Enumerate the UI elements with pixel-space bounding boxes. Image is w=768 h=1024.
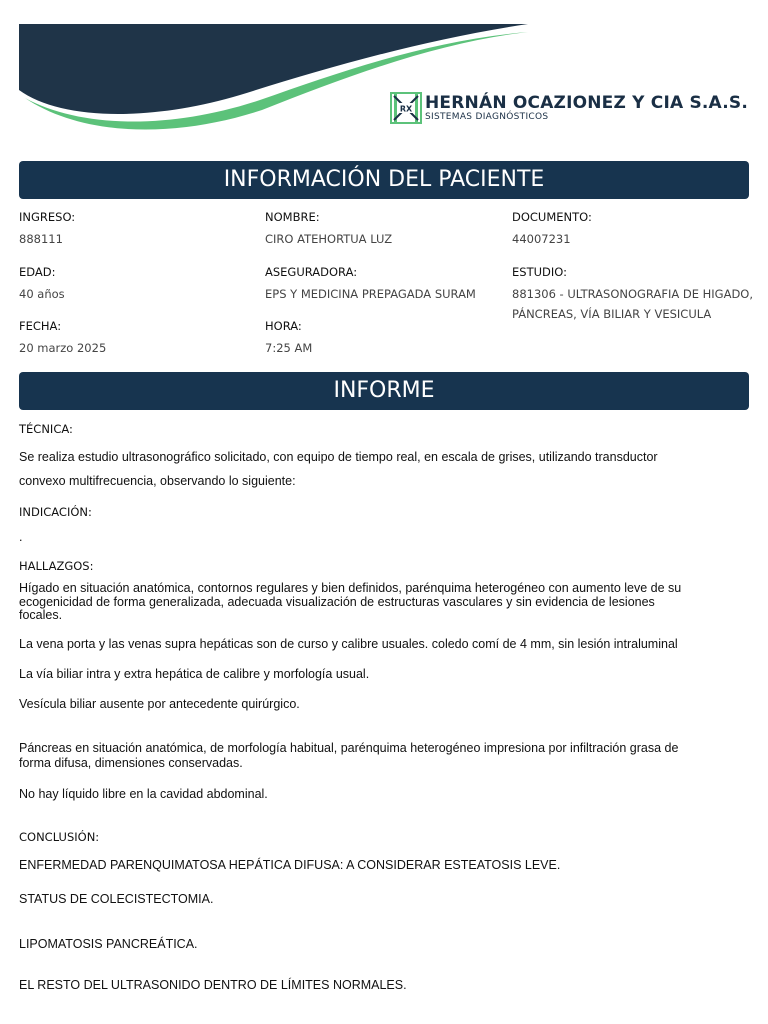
conclusion-3: LIPOMATOSIS PANCREÁTICA. xyxy=(19,937,198,951)
rx-logo-icon xyxy=(390,92,422,124)
conclusion-2: STATUS DE COLECISTECTOMIA. xyxy=(19,892,214,906)
company-logo xyxy=(390,92,748,124)
hora-label: HORA: xyxy=(265,319,302,333)
fecha-value: 20 marzo 2025 xyxy=(19,341,107,355)
hora-value: 7:25 AM xyxy=(265,341,313,355)
hallazgos-label: HALLAZGOS: xyxy=(19,559,94,573)
nombre-value: CIRO ATEHORTUA LUZ xyxy=(265,232,393,246)
edad-label: EDAD: xyxy=(19,265,56,279)
hallazgo-higado-line2: ecogenicidad de forma generalizada, adecuada visualización de estructuras vasculares y sin evidencia de lesiones xyxy=(19,595,655,609)
field-hora xyxy=(265,319,312,358)
nombre-label: NOMBRE: xyxy=(265,210,320,224)
tecnica-line1: Se realiza estudio ultrasonográfico solicitado, con equipo de tiempo real, en escala de grises, utilizando transductor xyxy=(19,450,658,464)
tecnica-label: TÉCNICA: xyxy=(19,422,73,436)
aseguradora-label: ASEGURADORA: xyxy=(265,265,358,279)
field-edad xyxy=(19,265,65,304)
hallazgo-liquido: No hay líquido libre en la cavidad abdominal. xyxy=(19,787,268,801)
patient-info-title: INFORMACIÓN DEL PACIENTE xyxy=(19,161,749,199)
logo-mark-text: RX xyxy=(399,104,413,114)
estudio-value-line2: PÁNCREAS, VÍA BILIAR Y VESICULA xyxy=(512,307,712,321)
company-name: HERNÁN OCAZIONEZ Y CIA S.A.S. xyxy=(425,93,748,113)
company-tagline: SISTEMAS DIAGNÓSTICOS xyxy=(425,112,549,122)
field-aseguradora xyxy=(265,265,476,304)
indicacion-label: INDICACIÓN: xyxy=(19,505,92,519)
tecnica-line2: convexo multifrecuencia, observando lo siguiente: xyxy=(19,474,296,488)
ingreso-value: 888111 xyxy=(19,232,63,246)
hallazgo-vesicula: Vesícula biliar ausente por antecedente quirúrgico. xyxy=(19,697,300,711)
hallazgo-vena-porta: La vena porta y las venas supra hepáticas son de curso y calibre usuales. coledo comí de 4 mm, sin lesión intraluminal xyxy=(19,637,678,651)
field-nombre xyxy=(265,210,392,249)
estudio-value-line1: 881306 - ULTRASONOGRAFIA DE HIGADO, xyxy=(512,287,754,301)
conclusion-1: ENFERMEDAD PARENQUIMATOSA HEPÁTICA DIFUSA: A CONSIDERAR ESTEATOSIS LEVE. xyxy=(19,858,561,872)
hallazgo-pancreas-line1: Páncreas en situación anatómica, de morfología habitual, parénquima heterogéneo impresiona por infiltración grasa de xyxy=(19,741,679,755)
aseguradora-value: EPS Y MEDICINA PREPAGADA SURAM xyxy=(265,287,476,301)
conclusion-label: CONCLUSIÓN: xyxy=(19,830,100,844)
fecha-label: FECHA: xyxy=(19,319,62,333)
field-documento xyxy=(512,210,592,249)
field-ingreso xyxy=(19,210,75,249)
conclusion-4: EL RESTO DEL ULTRASONIDO DENTRO DE LÍMITES NORMALES. xyxy=(19,978,407,992)
edad-value: 40 años xyxy=(19,287,65,301)
hallazgo-pancreas-line2: forma difusa, dimensiones conservadas. xyxy=(19,756,243,770)
hallazgo-via-biliar: La vía biliar intra y extra hepática de calibre y morfología usual. xyxy=(19,667,370,681)
estudio-label: ESTUDIO: xyxy=(512,265,567,279)
hallazgo-higado-line3: focales. xyxy=(19,608,63,622)
header-wave-graphic xyxy=(0,0,768,150)
hallazgo-higado-line1: Hígado en situación anatómica, contornos regulares y bien definidos, parénquima heterogéneo con aumento leve de su xyxy=(19,581,682,595)
documento-value: 44007231 xyxy=(512,232,571,246)
report-title: INFORME xyxy=(19,372,749,410)
indicacion-text: . xyxy=(19,530,23,544)
ingreso-label: INGRESO: xyxy=(19,210,76,224)
field-fecha xyxy=(19,319,106,358)
documento-label: DOCUMENTO: xyxy=(512,210,592,224)
field-estudio xyxy=(512,265,753,324)
